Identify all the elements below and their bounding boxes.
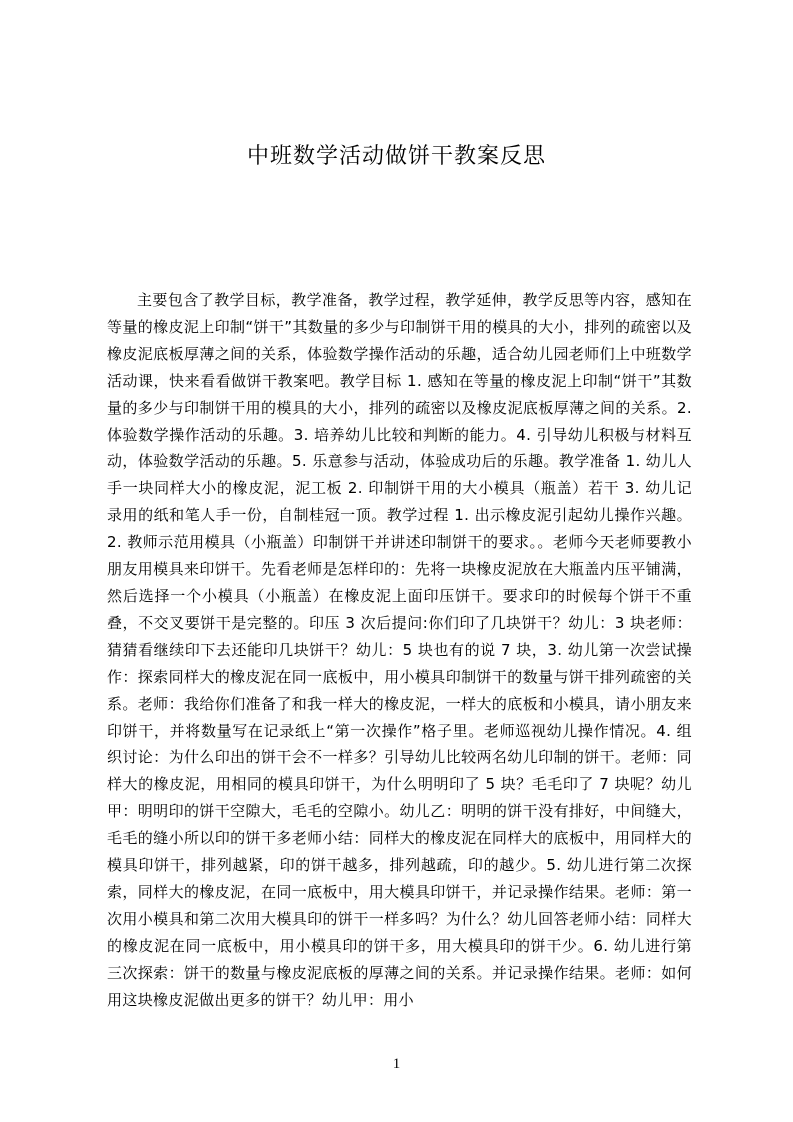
- page-number: 1: [392, 1056, 401, 1072]
- document-title: 中班数学活动做饼干教案反思: [246, 144, 546, 169]
- document-body-paragraph: 主要包含了教学目标，教学准备，教学过程，教学延伸，教学反思等内容，感知在等量的橡皮泥上印制“饼干”其数量的多少与印制饼干用的模具的大小，排列的疏密以及橡皮泥底板厚薄之间的关系，体验数学操作活动的乐趣，适合幼儿园老师们上中班数学活动课，快来看看做饼干教案吧。教学目标 1. 感知在等量的橡皮泥上印制“饼干”其数量的多少与印制饼干用的模具的大小，排列的疏密以及橡皮泥底板厚薄之间的关系。2. 体验数学操作活动的乐趣。3. 培养幼儿比较和判断的能力。4. 引导幼儿积极与材料互动，体验数学活动的乐趣。5. 乐意参与活动，体验成功后的乐趣。教学准备 1. 幼儿人手一块同样大小的橡皮泥，泥工板 2. 印制饼干用的大小模具（瓶盖）若干 3. 幼儿记录用的纸和笔人手一份，自制桂冠一顶。教学过程 1. 出示橡皮泥引起幼儿操作兴趣。2. 教师示范用模具（小瓶盖）印制饼干并讲述印制饼干的要求。。老师今天老师要教小朋友用模具来印饼干。先看老师是怎样印的：先将一块橡皮泥放在大瓶盖内压平铺满，然后选择一个小模具（小瓶盖）在橡皮泥上面印压饼干。要求印的时候每个饼干不重叠，不交叉要饼干是完整的。印压 3 次后提问:你们印了几块饼干？幼儿：3 块老师：猜猜看继续印下去还能印几块饼干？幼儿：5 块也有的说 7 块，3. 幼儿第一次尝试操作：探索同样大的橡皮泥在同一底板中，用小模具印制饼干的数量与饼干排列疏密的关系。老师：我给你们准备了和我一样大的橡皮泥，一样大的底板和小模具，请小朋友来印饼干，并将数量写在记录纸上“第一次操作”格子里。老师巡视幼儿操作情况。4. 组织讨论：为什么印出的饼干会不一样多？引导幼儿比较两名幼儿印制的饼干。老师：同样大的橡皮泥，用相同的模具印饼干，为什么明明印了 5 块？毛毛印了 7 块呢？幼儿甲：明明印的饼干空隙大，毛毛的空隙小。幼儿乙：明明的饼干没有排好，中间缝大，毛毛的缝小所以印的饼干多老师小结：同样大的橡皮泥在同样大的底板中，用同样大的模具印饼干，排列越紧，印的饼干越多，排列越疏，印的越少。5. 幼儿进行第二次探索，同样大的橡皮泥，在同一底板中，用大模具印饼干，并记录操作结果。老师：第一次用小模具和第二次用大模具印的饼干一样多吗？为什么？幼儿回答老师小结：同样大的橡皮泥在同一底板中，用小模具印的饼干多，用大模具印的饼干少。6. 幼儿进行第三次探索：饼干的数量与橡皮泥底板的厚薄之间的关系。并记录操作结果。老师：如何用这块橡皮泥做出更多的饼干？幼儿甲：用小: [107, 291, 692, 1009]
